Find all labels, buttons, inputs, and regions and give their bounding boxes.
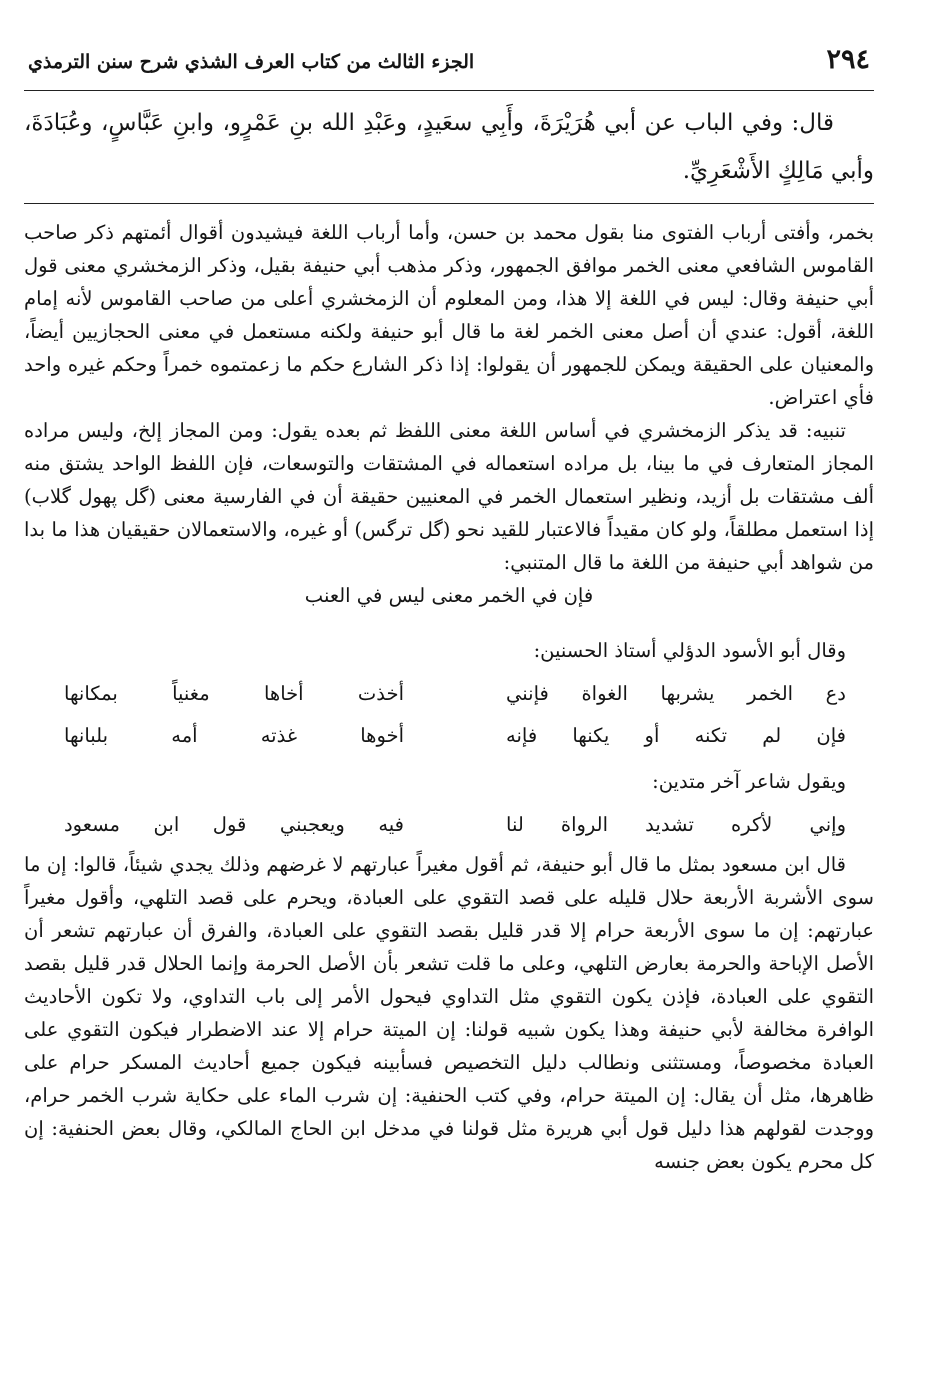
couplet-1-first-hemistich: دع الخمر يشربها الغواة فإنني [506, 682, 846, 705]
couplet-1-second-hemistich: أخذت أخاها مغنياً بمكانها [64, 682, 404, 705]
couplet-1 [24, 673, 874, 715]
commentary-paragraph-1: بخمر، وأفتى أرباب الفتوى منا بقول محمد بن حسن، وأما أرباب اللغة فيشيدون أقوال أئمتهم ذكر صاحب القاموس الشافعي معنى الخمر موافق الجمهور، وذكر مذهب أبي حنيفة بقيل، وذكر الزمخشري معنى قول أبي حنيفة وقال: ليس في اللغة إلا هذا، ومن المعلوم أن الزمخشري أعلى من صاحب القاموس لأنه إمام اللغة، أقول: عندي أن أصل معنى الخمر لغة ما قال أبو حنيفة ولكنه مستعمل في معنى الحجازيين أيضاً، والمعنيان على الحقيقة ويمكن للجمهور أن يقولوا: إذا ذكر الشارع حكم ما زعمتموه خمراً وحكم غيره واحد فأي اعتراض. [24, 221, 874, 409]
couplet-2 [24, 715, 874, 757]
section-divider [24, 203, 874, 204]
verse-mutanabbi: فإن في الخمر معنى ليس في العنب [304, 584, 594, 607]
couplet-3-first-hemistich: وإني لأكره تشديد الرواة لنا [506, 813, 846, 836]
running-title: الجزء الثالث من كتاب العرف الشذي شرح سنن الترمذي [28, 51, 475, 73]
couplet-3-second-hemistich: فيه ويعجبني قول ابن مسعود [64, 813, 404, 836]
couplet-2-first-hemistich: فإن لم تكنه أو يكنها فإنه [506, 724, 846, 747]
commentary-paragraph-3: قال ابن مسعود بمثل ما قال أبو حنيفة، ثم أقول مغيراً عبارتهم لا غرضهم وذلك يجدي شيئاً، قالوا: إن ما سوى الأشربة الأربعة حلال قليله على قصد التقوي على العبادة، ويحرم على قصد التلهي، وأقول مغيراً عبارتهم: إن ما سوى الأربعة حرام إلا قدر قليل بقصد التقوي على العبادة، والفرق أن عبارتهم تشعر أن الأصل الإباحة والحرمة بعارض التلهي، وعلى ما قلت تشعر بأن الأصل الحرمة وإنما الحلال قدر قليل بقصد التقوي على العبادة، فإذن يكون التقوي مثل التداوي فيحول الأمر إلى باب التداوي، ولا تكون الأحاديث الوافرة مخالفة لأبي حنيفة وهذا يكون شبيه قولنا: إن الميتة حرام إلا عند الاضطرار فيكون التقوي على العبادة مخصوصاً، ومستثنى ونطالب دليل التخصيص فسأبينه فيكون جميع أحاديث المسكر حرام على ظاهرها، مثل أن يقال: إن الميتة حرام، وفي كتب الحنفية: إن شرب الماء على حكاية شرب الخمر حرام، ووجدت لقولهم هذا دليل قول أبي هريرة مثل قولنا في مدخل ابن الحاج المالكي، وقال بعض الحنفية: إن كل محرم يكون بعض جنسه [24, 853, 874, 1173]
page-number: ٢٩٤ [826, 44, 870, 75]
couplet-3 [24, 804, 874, 846]
verse-intro-abu-aswad: وقال أبو الأسود الدؤلي أستاذ الحسنين: [533, 639, 846, 662]
page-header [24, 44, 874, 91]
commentary-paragraph-2: تنبيه: قد يذكر الزمخشري في أساس اللغة معنى اللفظ ثم بعده يقول: ومن المجاز إلخ، وليس مراده المجاز المتعارف في ما بينا، بل مراده استعماله في المشتقات والتوسعات، فإن اللفظ الواحد يشتق منه ألف مشتقات بل أزيد، ونظير استعمال الخمر في المعنيين حقيقة أن في الفارسية معنى (گل پهول گلاب) إذا استعمل مطلقاً، ولو كان مقيداً فالاعتبار للقيد نحو (گل ترگس) أو غيره، والاستعمالان حقيقيان هذا ما بدا من شواهد أبي حنيفة من اللغة ما قال المتنبي: [24, 419, 874, 574]
couplet-2-second-hemistich: أخوها غذته أمه بلبانها [64, 724, 404, 747]
verse-intro-poet: ويقول شاعر آخر متدين: [652, 770, 846, 793]
book-page [24, 44, 874, 1178]
hadith-text: قال: وفي الباب عن أبي هُرَيْرَةَ، وأَبِي سعَيدٍ، وعَبْدِ الله بنِ عَمْرٍو، وابنِ عَبَّاسٍ، وعُبَادَةَ، وأبي مَالِكٍ الأَشْعَرِيِّ. [24, 110, 874, 184]
